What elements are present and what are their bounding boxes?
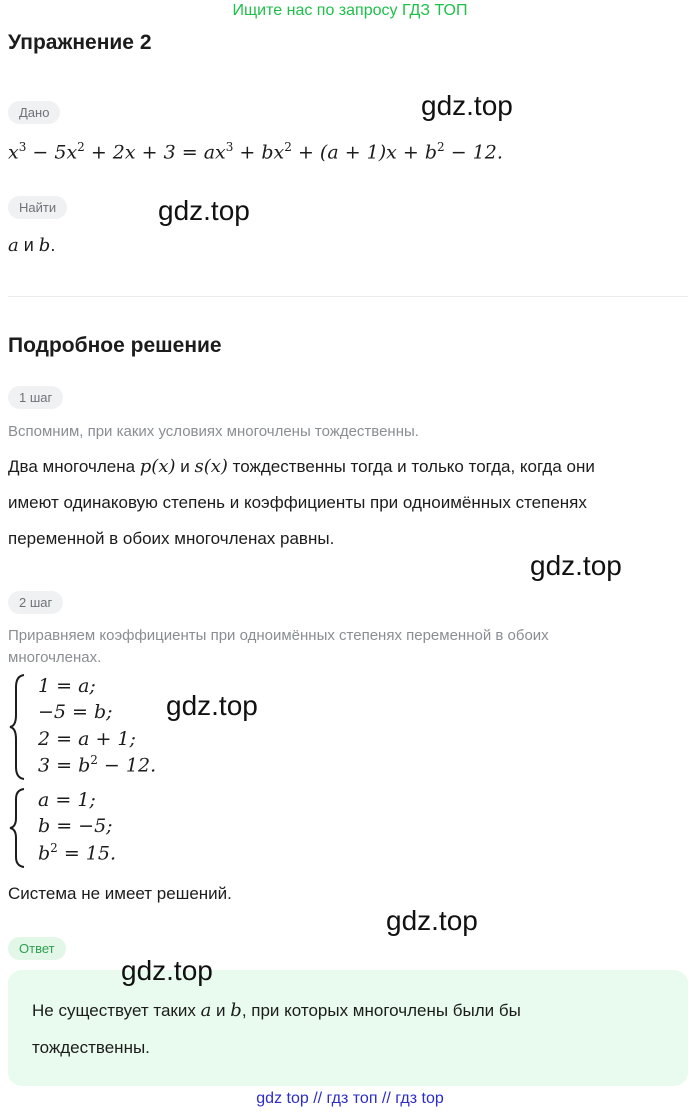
system2-eq1: a = 1; [38, 789, 96, 811]
step2-pill: 2 шаг [8, 591, 63, 614]
answer-text [32, 992, 652, 1066]
left-brace-icon [8, 787, 30, 869]
watermark: gdz.top [530, 550, 622, 581]
given-equation: $x^3 - 5x^2 + 2x + 3 = ax^3 + bx^2 + (a + 1)x + b^2 - 12$. [8, 140, 503, 164]
answer-text-a: Не существует таких [32, 1001, 196, 1020]
step2-hint: Приравняем коэффициенты при одноимённых степенях переменной в обоих многочленах. [8, 627, 549, 666]
watermark: gdz.top [166, 690, 258, 721]
page-title: Упражнение 2 [8, 31, 152, 54]
answer-label [8, 937, 66, 960]
step1-text [8, 449, 688, 557]
step2-label [8, 591, 63, 614]
watermark: gdz.top [158, 195, 250, 226]
step1-line2: имеют одинаковую степень и коэффициенты при одноимённых степенях [8, 493, 587, 512]
system1-eq4: $3 = b^2 - 12$. [38, 753, 157, 777]
answer-and: и [216, 1001, 226, 1020]
step1-line3: переменной в обоих многочленах равны. [8, 529, 335, 548]
find-b: b [38, 235, 51, 256]
answer-a: a [200, 1000, 212, 1021]
system-1 [8, 673, 308, 781]
step1-and: и [180, 457, 190, 476]
answer-b: b [230, 1000, 242, 1021]
watermark: gdz.top [421, 90, 513, 121]
system2-eq2: b = −5; [38, 815, 113, 837]
p-of-x: p(x) [139, 456, 176, 477]
answer-box [8, 970, 688, 1086]
answer-pill: Ответ [8, 937, 66, 960]
given-label [8, 101, 60, 124]
find-text: a и b. [8, 235, 56, 256]
top-banner: Ищите нас по запросу ГДЗ ТОП [232, 2, 468, 19]
system-2 [8, 787, 308, 869]
footer-links[interactable]: gdz top // гдз топ // гдз top [256, 1090, 444, 1107]
system1-eq1: 1 = a; [38, 675, 96, 697]
conclusion-text: Система не имеет решений. [8, 884, 232, 903]
find-label [8, 196, 67, 219]
system1-eq3: 2 = a + 1; [38, 728, 136, 750]
find-a: a [8, 235, 19, 256]
step1-text-a: Два многочлена [8, 457, 136, 476]
watermark: gdz.top [121, 955, 213, 986]
step1-hint: Вспомним, при каких условиях многочлены тождественны. [8, 423, 419, 440]
find-pill: Найти [8, 196, 67, 219]
given-pill: Дано [8, 101, 60, 124]
solution-title: Подробное решение [8, 334, 222, 357]
step1-text-b: тождественны тогда и только тогда, когда они [232, 457, 595, 476]
left-brace-icon [8, 673, 30, 781]
system1-eq2: −5 = b; [38, 701, 113, 723]
answer-line2: тождественны. [32, 1038, 150, 1057]
s-of-x: s(x) [194, 456, 228, 477]
step1-pill: 1 шаг [8, 386, 63, 409]
step1-line1 [8, 449, 688, 485]
step1-label [8, 386, 63, 409]
system2-eq3: $b^2 = 15$. [38, 841, 117, 865]
watermark: gdz.top [386, 905, 478, 936]
answer-line1 [32, 992, 652, 1029]
answer-text-b: , при которых многочлены были бы [241, 1001, 521, 1020]
divider [8, 296, 688, 297]
